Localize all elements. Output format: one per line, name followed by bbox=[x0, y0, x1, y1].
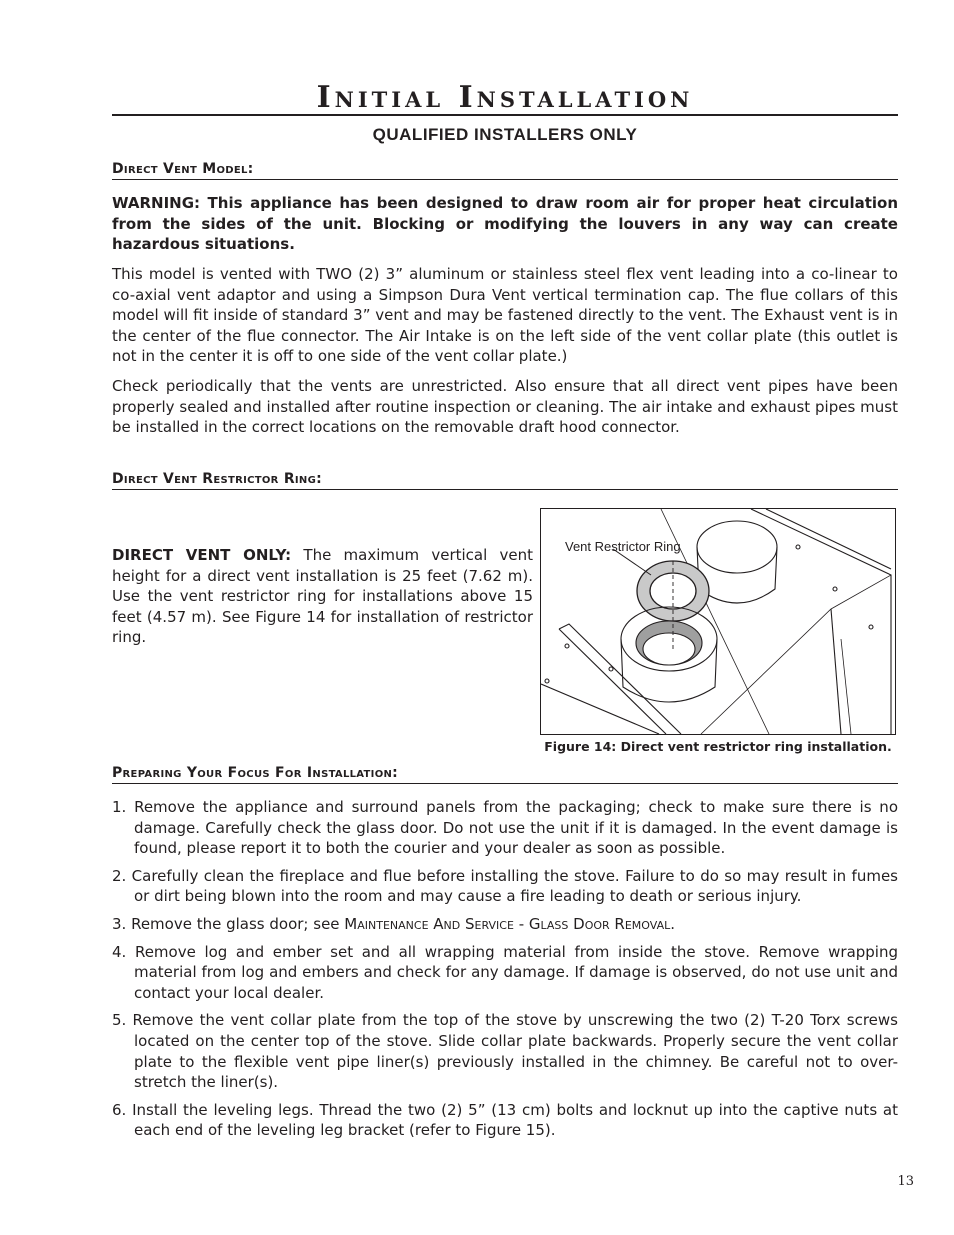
vent-check-paragraph: Check periodically that the vents are unrestricted. Also ensure that all direct vent pipes have been properly sealed and installed after routine inspection or cleaning. The air intake and exhaust pipes must be installed in the correct locations on the removable draft hood connector. bbox=[112, 377, 898, 437]
section-heading-restrictor-ring: Direct Vent Restrictor Ring: bbox=[112, 470, 898, 490]
section-heading-direct-vent-model: Direct Vent Model: bbox=[112, 160, 898, 180]
restrictor-ring-body: The maximum vertical vent height for a direct vent installation is 25 feet (7.62 m). Use the vent restrictor ring for installations above 15 feet (4.57 m). See Figure 14 for installation of restrictor ring. bbox=[112, 546, 533, 647]
list-item bbox=[112, 914, 898, 935]
page-number: 13 bbox=[897, 1174, 914, 1189]
warning-paragraph: WARNING: This appliance has been designed to draw room air for proper heat circulation from the sides of the unit. Blocking or modifying the louvers in any way can create hazardous situations. bbox=[112, 194, 898, 254]
list-item: 5. Remove the vent collar plate from the top of the stove by unscrewing the two (2) T-20 Torx screws located on the center top of the stove. Slide collar plate backwards. Properly secure the vent collar plate to the flexible vent pipe liner(s) previously installed in the chimney. Be careful not to over-stretch the liner(s). bbox=[112, 1011, 898, 1092]
title-divider bbox=[112, 114, 898, 116]
section-heading-preparing: Preparing Your Focus For Installation: bbox=[112, 764, 898, 784]
step-3-end: . bbox=[670, 914, 676, 933]
page-title: Initial Installation bbox=[316, 80, 694, 115]
step-3-text: 3. Remove the glass door; see bbox=[112, 914, 345, 933]
vent-description-paragraph: This model is vented with TWO (2) 3” aluminum or stainless steel flex vent leading into a co-linear to co-axial vent adaptor and using a Simpson Dura Vent vertical termination cap. The flue collars of this model will fit inside of standard 3” vent and may be fastened directly to the vent. The Exhaust vent is in the center of the flue connector. The Air Intake is on the left side of the vent collar plate (this outlet is not in the center it is off to one side of the vent collar plate.) bbox=[112, 265, 898, 366]
direct-vent-only-lead: DIRECT VENT ONLY: bbox=[112, 546, 292, 564]
list-item: 1. Remove the appliance and surround panels from the packaging; check to make sure there is no damage. Carefully check the glass door. Do not use the unit if it is damaged. In the event damage is found, please report it to both the courier and your dealer as soon as possible. bbox=[112, 798, 898, 858]
figure-caption: Figure 14: Direct vent restrictor ring installation. bbox=[544, 739, 892, 754]
restrictor-ring-paragraph bbox=[112, 545, 533, 648]
list-item: 6. Install the leveling legs. Thread the two (2) 5” (13 cm) bolts and locknut up into the captive nuts at each end of the leveling leg bracket (refer to Figure 15). bbox=[112, 1100, 898, 1140]
page-subtitle: QUALIFIED INSTALLERS ONLY bbox=[372, 125, 638, 144]
list-item: 4. Remove log and ember set and all wrapping material from inside the stove. Remove wrapping material from log and embers and check for any damage. If damage is observed, do not use unit and contact your local dealer. bbox=[112, 942, 898, 1002]
figure-14 bbox=[540, 508, 896, 735]
figure-callout-label: Vent Restrictor Ring bbox=[565, 539, 681, 554]
glass-door-removal-reference[interactable]: Maintenance And Service - Glass Door Removal bbox=[344, 914, 671, 933]
list-item: 2. Carefully clean the fireplace and flue before installing the stove. Failure to do so may result in fumes or dirt being blown into the room and may cause a fire leading to death or serious injury. bbox=[112, 866, 898, 906]
installation-steps-list bbox=[112, 797, 898, 1148]
